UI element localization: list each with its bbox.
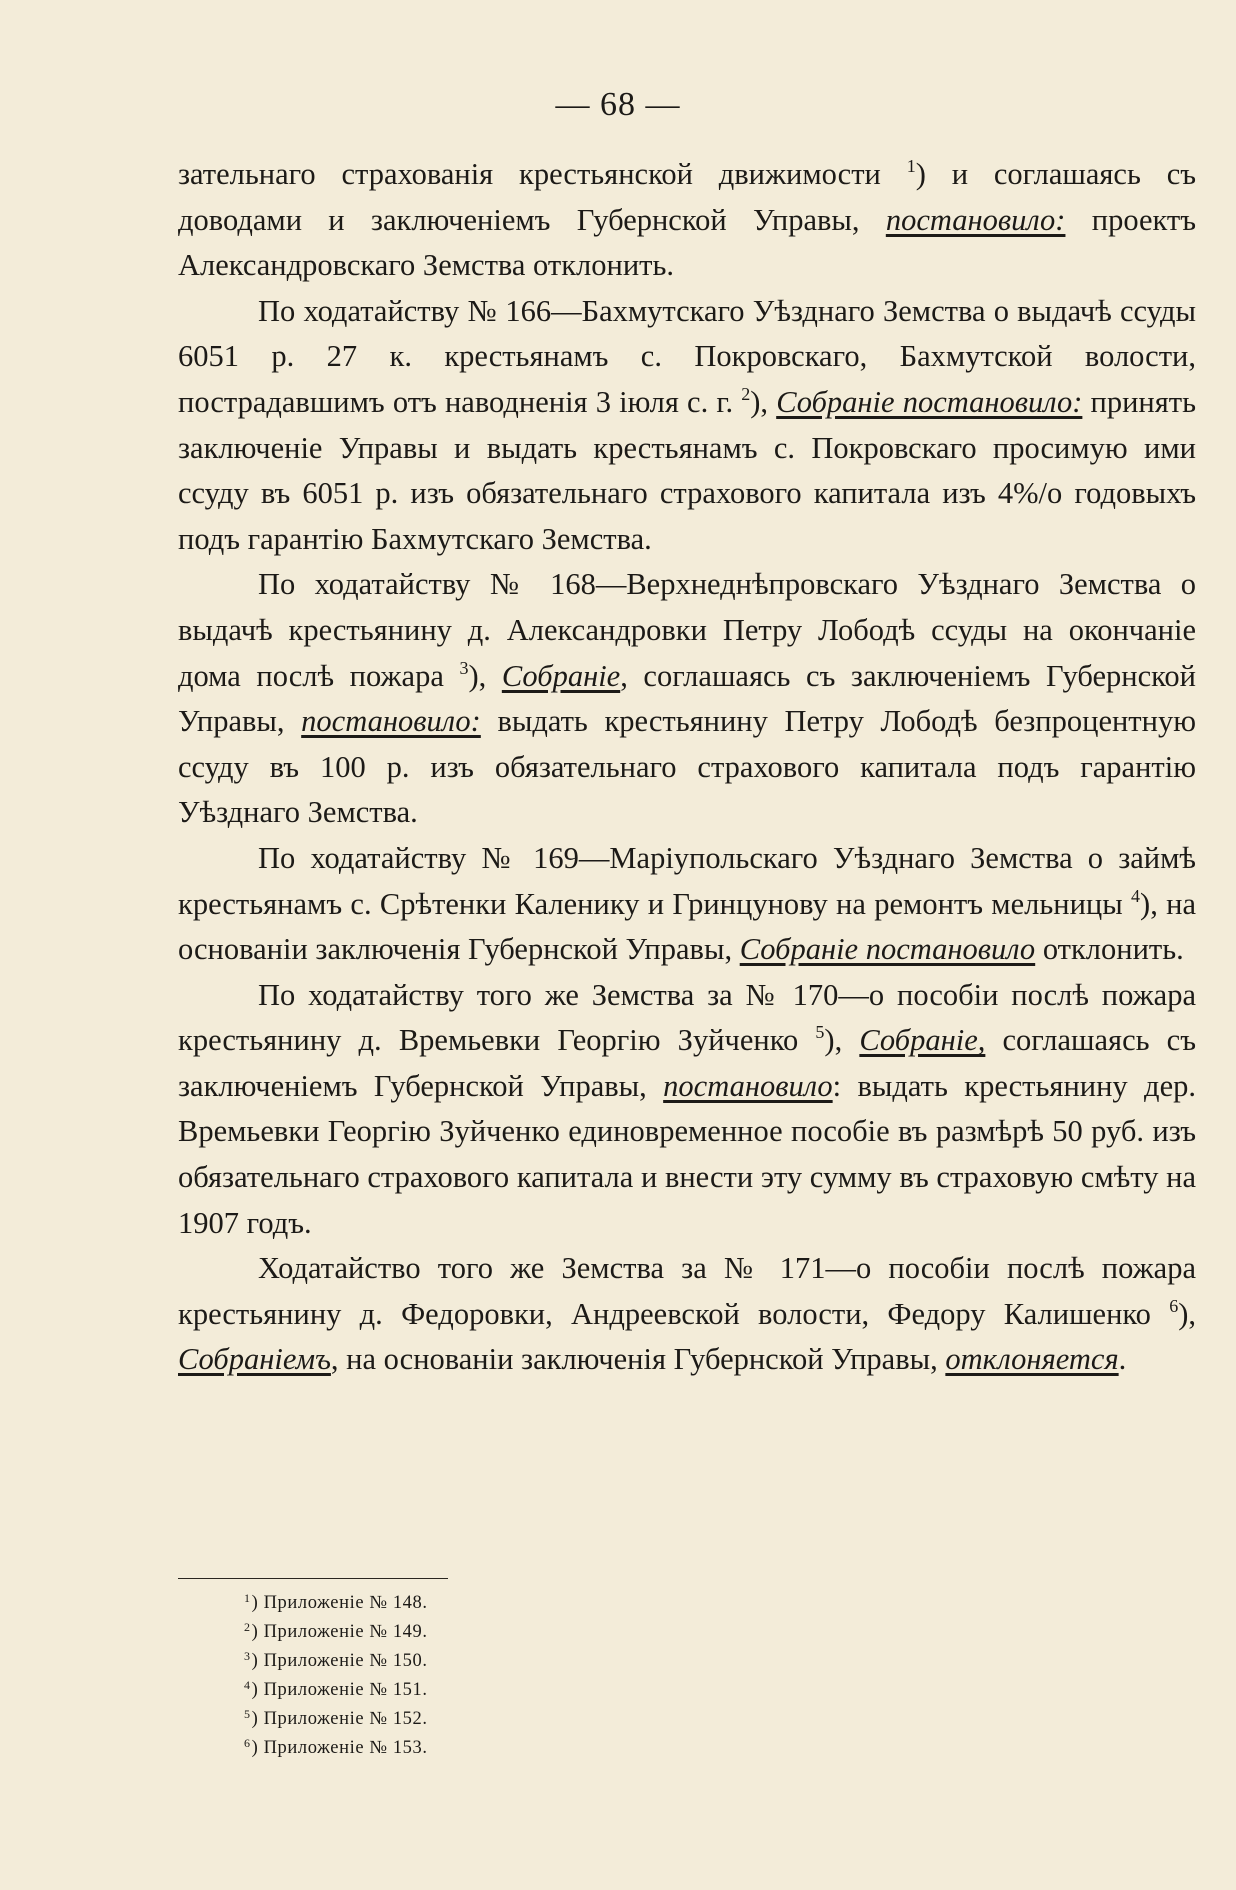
paragraph-text: отклонить. — [1035, 932, 1184, 967]
footnote-mark: 2 — [244, 1620, 251, 1634]
decision-phrase: постановило: — [301, 704, 481, 739]
paragraph-text: проектъ Александровскаго Земства отклонить. — [178, 202, 1196, 283]
paragraph-text: ), — [824, 1023, 860, 1058]
decision-phrase: Собраніе постановило: — [776, 384, 1083, 419]
footnote — [244, 1647, 428, 1676]
footnote-ref: 2 — [741, 383, 751, 404]
paragraph-text: выдать крестьянину Петру Лободѣ безпроцентную ссуду въ 100 р. изъ обязательнаго страхового капитала подъ гарантію Уѣзднаго Земства. — [178, 704, 1196, 830]
footnote-mark: 3 — [244, 1649, 251, 1663]
decision-phrase: Собраніе постановило — [739, 932, 1036, 967]
paragraph-text: зательнаго страхованія крестьянской движимости — [178, 157, 907, 191]
paragraph-text: ) и соглашаясь съ доводами и заключеніемъ Губернской Управы, — [178, 157, 1197, 237]
paragraph-text: , на основаніи заключенія Губернской Управы, — [330, 1342, 946, 1377]
paragraph-text: ), — [750, 384, 777, 419]
footnote-ref: 1 — [906, 156, 916, 176]
footnote-text: ) Приложеніе № 150. — [251, 1651, 428, 1671]
paragraph-text: соглашаясь съ заключеніемъ Губернской Управы, — [178, 1023, 1196, 1103]
paragraph-text: По ходатайству того же Земства за № 170—о пособіи послѣ пожара крестьянину д. Времьевки Георгію Зуйченко — [178, 977, 1196, 1058]
footnote — [244, 1734, 428, 1763]
paragraph-2 — [178, 289, 1196, 563]
footnote — [244, 1705, 428, 1734]
footnote-ref: 5 — [815, 1022, 825, 1043]
footnote — [244, 1589, 428, 1618]
decision-phrase: отклоняется — [945, 1342, 1119, 1377]
footnote-text: ) Приложеніе № 149. — [251, 1622, 428, 1642]
paragraph-3 — [178, 562, 1196, 836]
footnote-text: ) Приложеніе № 148. — [251, 1593, 428, 1613]
paragraph-text: По ходатайству № 166—Бахмутскаго Уѣзднаго Земства о выдачѣ ссуды 6051 р. 27 к. крестьянамъ с. Покровскаго, Бахмутской волости, пострадавшимъ отъ наводненія 3 іюля с. г. — [178, 293, 1196, 419]
paragraph-text: принять заключеніе Управы и выдать крестьянамъ с. Покровскаго просимую ими ссуду въ 6051 р. изъ обязательнаго страхового капитала изъ 4%/о годовыхъ подъ гарантію Бахмутскаго Земства. — [178, 384, 1197, 556]
paragraph-text: , соглашаясь съ заключеніемъ Губернской Управы, — [178, 658, 1196, 739]
decision-phrase: постановило — [663, 1068, 833, 1103]
footnote-divider — [178, 1578, 448, 1579]
sobranie-phrase: Собраніе, — [859, 1023, 986, 1058]
footnote — [244, 1676, 428, 1705]
page-number: — 68 — — [555, 86, 681, 123]
paragraph-text: Ходатайство того же Земства за № 171—о пособіи послѣ пожара крестьянину д. Федоровки, Андреевской волости, Федору Калишенко — [178, 1251, 1196, 1331]
paragraph-text: ), на основаніи заключенія Губернской Управы, — [178, 886, 1196, 967]
paragraph-text: . — [1118, 1342, 1127, 1377]
footnote-ref: 3 — [459, 657, 469, 678]
footnote — [244, 1618, 428, 1647]
paragraph-4 — [178, 836, 1196, 973]
paragraph-5 — [178, 973, 1196, 1247]
footnote-mark: 5 — [244, 1707, 251, 1721]
body-text — [178, 152, 1196, 1383]
paragraph-6 — [178, 1246, 1196, 1383]
sobranie-phrase: Собраніе — [501, 658, 621, 693]
paragraph-1 — [178, 152, 1196, 289]
footnote-text: ) Приложеніе № 153. — [251, 1738, 428, 1758]
footnote-mark: 4 — [244, 1678, 251, 1692]
paragraph-text: По ходатайству № 168—Верхнеднѣпровскаго Уѣзднаго Земства о выдачѣ крестьянину д. Александровки Петру Лободѣ ссуды на окончаніе дома послѣ пожара — [178, 567, 1196, 693]
footnote-ref: 4 — [1131, 885, 1141, 906]
footnote-text: ) Приложеніе № 152. — [251, 1709, 428, 1729]
footnote-mark: 6 — [244, 1736, 251, 1750]
paragraph-text: ), — [468, 658, 502, 693]
footnote-ref: 6 — [1169, 1295, 1179, 1316]
footnote-text: ) Приложеніе № 151. — [251, 1680, 428, 1700]
footnote-mark: 1 — [244, 1591, 251, 1605]
decision-phrase: постановило: — [885, 202, 1066, 237]
sobranie-phrase: Собраніемъ — [178, 1342, 331, 1377]
paragraph-text: : выдать крестьянину дер. Времьевки Георгію Зуйченко единовременное пособіе въ размѣрѣ 50 руб. изъ обязательнаго страхового капитала и внести эту сумму въ страховую смѣту на 1907 годъ. — [178, 1068, 1196, 1240]
paragraph-text: По ходатайству № 169—Маріупольскаго Уѣзднаго Земства о займѣ крестьянамъ с. Срѣтенки Каленику и Гринцунову на ремонтъ мельницы — [178, 840, 1196, 921]
footnotes — [244, 1589, 428, 1763]
paragraph-text: ), — [1178, 1296, 1196, 1331]
